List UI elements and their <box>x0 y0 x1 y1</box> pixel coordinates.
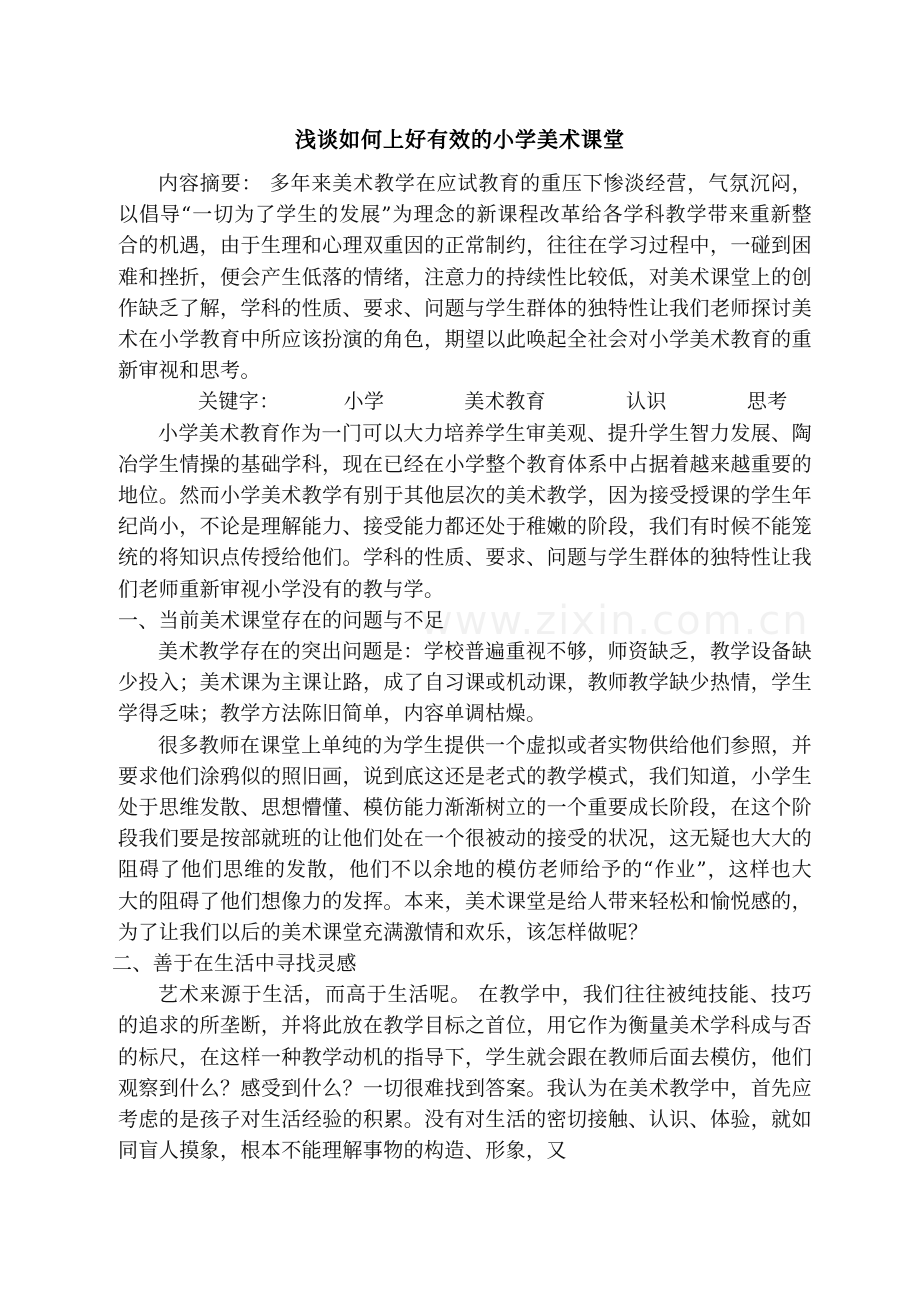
intro-paragraph: 小学美术教育作为一门可以大力培养学生审美观、提升学生智力发展、陶冶学生情操的基础学科，现在已经在小学整个教育体系中占据着越来越重要的地位。然而小学美术教学有别于其他层次的美术教学，因为接受授课的学生年纪尚小，不论是理解能力、接受能力都还处于稚嫩的阶段，我们有时候不能笼统的将知识点传授给他们。学科的性质、要求、问题与学生群体的独特性让我们老师重新审视小学没有的教与学。 <box>118 420 812 601</box>
keyword-item: 思考 <box>746 389 788 414</box>
section-heading-1: 一、当前美术课堂存在的问题与不足 <box>118 607 445 632</box>
keywords-label: 关键字： <box>198 389 280 414</box>
section-heading-2: 二、善于在生活中寻找灵感 <box>112 951 357 976</box>
abstract-paragraph: 内容摘要： 多年来美术教学在应试教育的重压下惨淡经营，气氛沉闷，以倡导“一切为了学生的发展”为理念的新课程改革给各学科教学带来重新整合的机遇，由于生理和心理双重因的正常制约，往往在学习过程中，一碰到困难和挫折，便会产生低落的情绪，注意力的持续性比较低，对美术课堂上的创作缺乏了解，学科的性质、要求、问题与学生群体的独特性让我们老师探讨美术在小学教育中所应该扮演的角色，期望以此唤起全社会对小学美术教育的重新审视和思考。 <box>118 171 812 383</box>
document-body <box>112 168 812 1167</box>
keyword-item: 认识 <box>626 389 667 414</box>
keyword-item: 小学 <box>343 389 385 414</box>
section2-paragraph-1: 艺术来源于生活，而高于生活呢。 在教学中，我们往往被纯技能、技巧的追求的所垄断，并将此放在教学目标之首位，用它作为衡量美术学科成与否的标尺，在这样一种教学动机的指导下，学生就会跟在教师后面去模仿，他们观察到什么？感受到什么？一切很难找到答案。我认为在美术教学中，首先应考虑的是孩子对生活经验的积累。没有对生活的密切接触、认识、体验，就如同盲人摸象，根本不能理解事物的构造、形象，又 <box>118 982 812 1163</box>
keyword-item: 美术教育 <box>464 389 547 414</box>
section1-paragraph-1: 美术教学存在的突出问题是：学校普遍重视不够，师资缺乏，教学设备缺少投入；美术课为主课让路，成了自习课或机动课，教师教学缺少热情，学生学得乏味；教学方法陈旧简单，内容单调枯燥。 <box>118 639 812 726</box>
keywords-line <box>118 386 812 417</box>
watermark: www.zixin.com.cn <box>420 598 810 644</box>
section1-paragraph-2: 很多教师在课堂上单纯的为学生提供一个虚拟或者实物供给他们参照，并要求他们涂鸦似的照旧画，说到底这还是老式的教学模式，我们知道，小学生处于思维发散、思想懵懂、模仿能力渐渐树立的一个重要成长阶段，在这个阶段我们要是按部就班的让他们处在一个很被动的接受的状况，这无疑也大大的阻碍了他们思维的发散，他们不以余地的模仿老师给予的“作业”，这样也大大的阻碍了他们想像力的发挥。本来，美术课堂是给人带来轻松和愉悦感的，为了让我们以后的美术课堂充满激情和欢乐，该怎样做呢？ <box>118 732 812 944</box>
document-title: 浅谈如何上好有效的小学美术课堂 <box>295 128 625 152</box>
